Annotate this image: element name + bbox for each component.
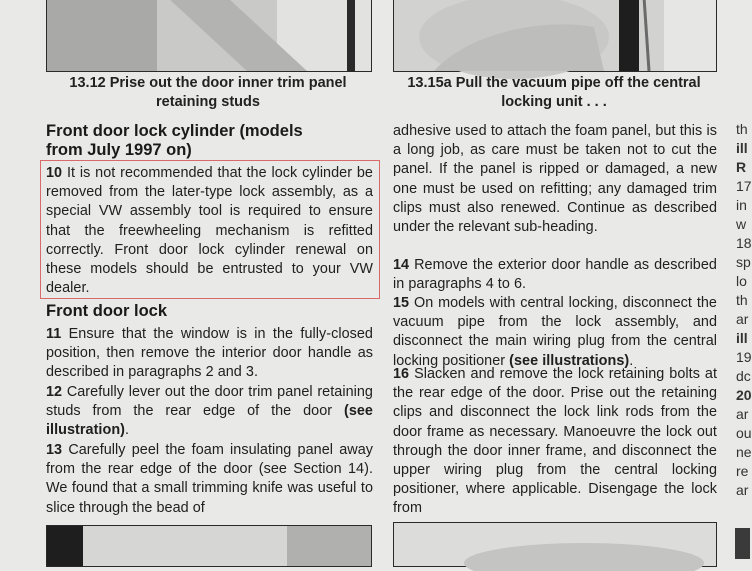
cut-off-column (736, 120, 750, 520)
edge-fragment: R (736, 159, 747, 175)
paragraph-15 (393, 294, 717, 371)
heading-front-door-lock: Front door lock (46, 302, 167, 320)
edge-fragment: lo (736, 273, 747, 289)
edge-fragment: sp (736, 254, 751, 270)
paragraph-number: 13 (46, 442, 63, 458)
edge-fragment: ar (736, 406, 749, 422)
paragraph-text: Carefully peel the foam insulating panel away from the rear edge of the door (see Section 14). We found that a small trimming knife was useful to slice through the bead of (46, 442, 373, 516)
edge-fragment: ill (736, 140, 748, 156)
photo-bottom-left (46, 525, 372, 567)
photo-door-trim-studs-image (47, 0, 371, 71)
edge-fragment: 18 (736, 235, 752, 251)
edge-fragment: ar (736, 482, 749, 498)
photo-vacuum-pipe (393, 0, 717, 72)
paragraph-text: It is not recommended that the lock cylinder be removed from the later-type lock assembly, as a special VW assembly tool is required to ensure that the freewheeling mechanism is refitted correctly. Front door lock cylinder renewal on these models should be entrusted to your VW dealer. (46, 165, 373, 297)
edge-fragment: th (736, 292, 748, 308)
paragraph-text: On models with central locking, disconnect the vacuum pipe from the lock assembly, and disconnect the main wiring plug from the central locking positioner (393, 295, 717, 369)
edge-dark-strip (735, 528, 750, 559)
paragraph-16 (393, 365, 717, 519)
edge-fragment: ne (736, 444, 752, 460)
edge-fragment: 20 (736, 387, 752, 403)
paragraph-text: Remove the exterior door handle as described in paragraphs 4 to 6. (393, 257, 717, 293)
paragraph-end: . (629, 352, 634, 369)
paragraph-14 (393, 256, 717, 294)
paragraph-number: 12 (46, 384, 63, 400)
paragraph-12 (46, 383, 373, 441)
edge-fragment: ou (736, 425, 752, 441)
paragraph-number: 15 (393, 295, 410, 311)
paragraph-text: Carefully lever out the door trim panel retaining studs from the rear edge of the door (46, 384, 373, 420)
edge-fragment: ill (736, 330, 748, 346)
paragraph-number: 11 (46, 326, 62, 342)
illustration-reference: (see illustration) (46, 403, 373, 439)
edge-fragment: ar (736, 311, 749, 327)
paragraph-10 (46, 164, 373, 298)
paragraph-13-continued: adhesive used to attach the foam panel, but this is a long job, as care must be taken not to cut the panel. If the panel is ripped or damaged, a new one must be used on refitting; any damaged trim clips must also renewed. Continue as described under the relevant sub-heading. (393, 123, 717, 236)
paragraph-number: 10 (46, 165, 63, 181)
paragraph-number: 14 (393, 257, 410, 273)
photo-vacuum-pipe-image (394, 0, 716, 71)
caption-13-12: 13.12 Prise out the door inner trim panel retaining studs (69, 75, 347, 110)
photo-bottom-right-image (394, 523, 716, 566)
paragraph-text: Slacken and remove the lock retaining bolts at the rear edge of the door. Prise out the retaining clips and disconnect the lock link rods from the door frame as necessary. Manoeuvre the lock out through the door inner frame, and disconnect the upper wiring plug from the central locking positioner, where applicable. Disengage the lock from (393, 366, 717, 517)
paragraph-text: Ensure that the window is in the fully-closed position, then remove the interior door handle as described in paragraphs 2 and 3. (46, 326, 373, 381)
edge-fragment: re (736, 463, 749, 479)
photo-bottom-left-image (47, 526, 371, 566)
photo-bottom-right (393, 522, 717, 567)
illustration-reference: (see illustrations) (509, 352, 630, 369)
paragraph-11 (46, 325, 373, 383)
paragraph-13 (46, 441, 373, 518)
edge-fragment: th (736, 121, 748, 137)
paragraph-end: . (125, 422, 130, 439)
edge-fragment: dc (736, 368, 751, 384)
edge-fragment: in (736, 197, 747, 213)
paragraph-number: 16 (393, 366, 410, 382)
photo-door-trim-studs (46, 0, 372, 72)
edge-fragment: w (736, 216, 747, 232)
caption-13-15a: 13.15a Pull the vacuum pipe off the central locking unit . . . (407, 75, 701, 110)
edge-fragment: 17 (736, 178, 752, 194)
heading-front-door-lock-cylinder: Front door lock cylinder (models from July 1997 on) (46, 122, 303, 159)
edge-fragment: 19 (736, 349, 752, 365)
